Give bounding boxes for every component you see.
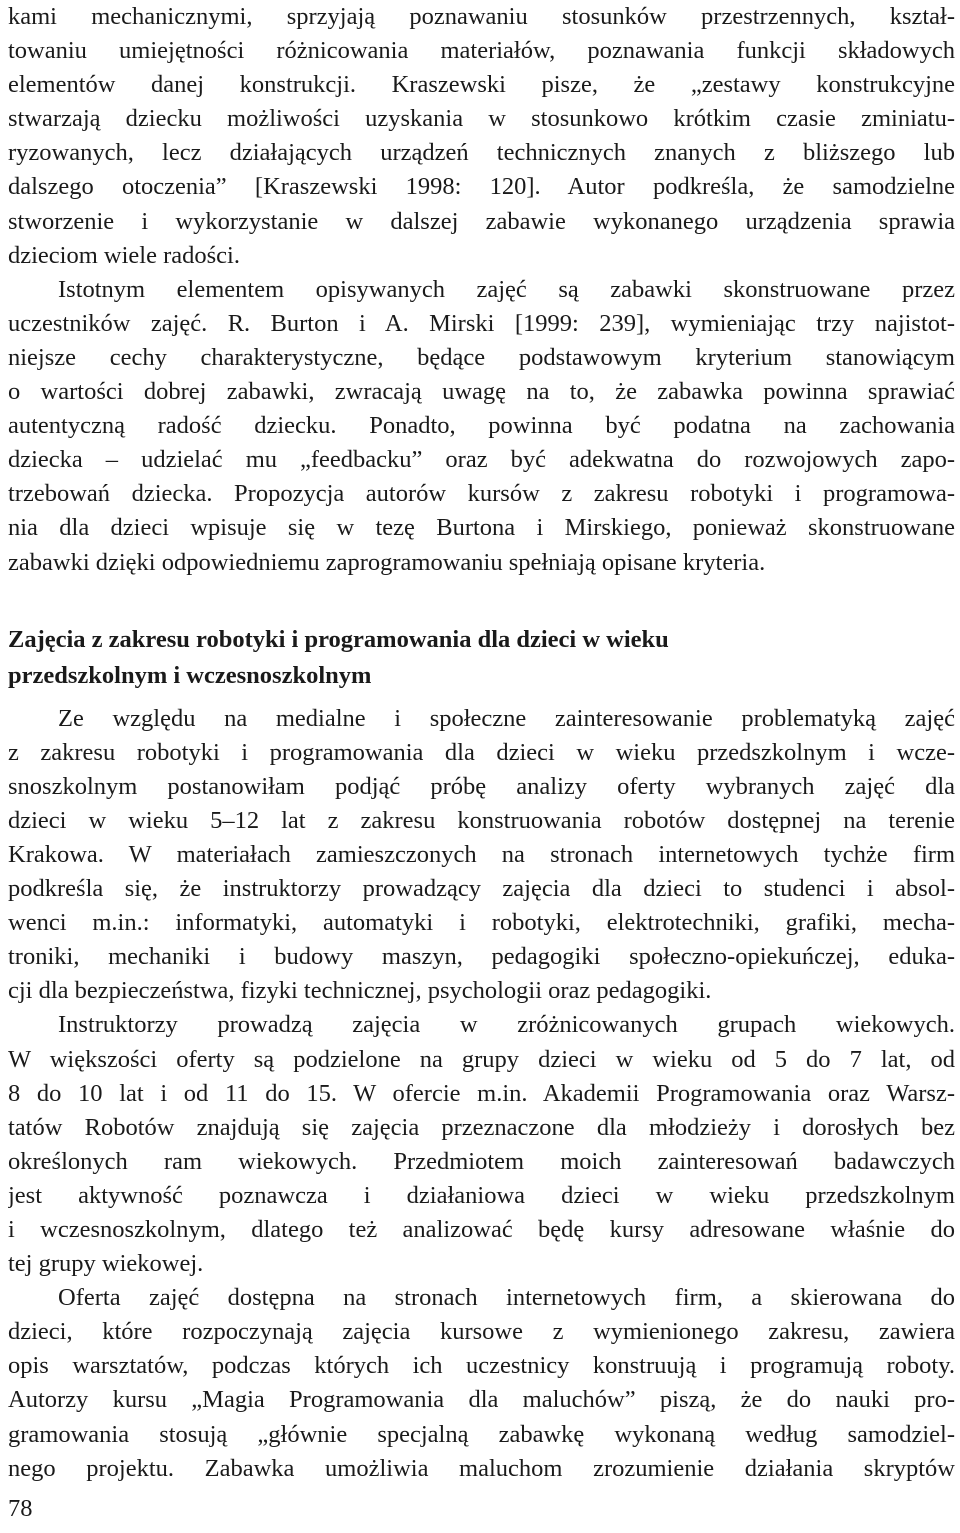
page-number: 78 [8, 1495, 33, 1522]
text-line: Krakowa. W materiałach zamieszczonych na stronach internetowych tychże firm [8, 840, 955, 868]
text-line: Autorzy kursu „Magia Programowania dla maluchów” piszą, że do nauki pro- [8, 1386, 955, 1414]
text-line: towaniu umiejętności różnicowania materiałów, poznawania funkcji składowych [8, 37, 955, 65]
text-line: autentyczną radość dziecku. Ponadto, powinna być podatna na zachowania [8, 412, 955, 440]
text-line: Istotnym elementem opisywanych zajęć są zabawki skonstruowane przez [58, 275, 955, 303]
text-line: Ze względu na medialne i społeczne zainteresowanie problematyką zajęć [58, 704, 955, 732]
text-line: i wczesnoszkolnym, dlatego też analizować będę kursy adresowane właśnie do [8, 1216, 955, 1243]
text-line: kami mechanicznymi, sprzyjają poznawaniu stosunków przestrzennych, kształ- [8, 3, 955, 30]
paragraph-offer [8, 1281, 955, 1486]
text-line: dziecka – udzielać mu „feedbacku” oraz być adekwatna do rozwojowych zapo- [8, 446, 955, 474]
heading-line: przedszkolnym i wczesnoszkolnym [8, 661, 372, 689]
heading-line: Zajęcia z zakresu robotyki i programowania dla dzieci w wieku [8, 625, 669, 653]
section-heading [8, 622, 955, 694]
text-line: dalszego otoczenia” [Kraszewski 1998: 120]. Autor podkreśla, że samodzielne [8, 173, 955, 201]
text-line: wenci m.in.: informatyki, automatyki i robotyki, elektrotechniki, grafiki, mecha- [8, 909, 955, 937]
page-body [8, 0, 955, 1486]
text-line: Oferta zajęć dostępna na stronach internetowych firm, a skierowana do [58, 1284, 955, 1312]
text-line: dzieci, które rozpoczynają zajęcia kursowe z wymienionego zakresu, zawiera [8, 1318, 955, 1346]
paragraph-continuation [8, 0, 955, 273]
spacer [8, 580, 955, 622]
text-line: stwarzają dziecku możliwości uzyskania w stosunkowo krótkim czasie zminiatu- [8, 105, 955, 133]
paragraph-analysis [8, 702, 955, 1009]
text-line: Instruktorzy prowadzą zajęcia w zróżnicowanych grupach wiekowych. [58, 1011, 955, 1039]
text-line: o wartości dobrej zabawki, zwracają uwagę na to, że zabawka powinna sprawiać [8, 378, 955, 406]
spacer [8, 694, 955, 702]
text-line: gramowania stosują „głównie specjalną zabawkę wykonaną według samodziel- [8, 1420, 955, 1448]
text-line: 8 do 10 lat i od 11 do 15. W ofercie m.in. Akademii Programowania oraz Warsz- [8, 1079, 955, 1107]
text-line: nego projektu. Zabawka umożliwia maluchom zrozumienie działania skryptów [8, 1454, 955, 1482]
paragraph-toys [8, 273, 955, 580]
text-line: określonych ram wiekowych. Przedmiotem moich zainteresowań badawczych [8, 1147, 955, 1175]
text-line: zabawki dzięki odpowiedniemu zaprogramowaniu spełniają opisane kryteria. [8, 548, 766, 576]
text-line: z zakresu robotyki i programowania dla dzieci w wieku przedszkolnym i wcze- [8, 738, 955, 766]
text-line: cji dla bezpieczeństwa, fizyki technicznej, psychologii oraz pedagogiki. [8, 977, 712, 1005]
text-line: tej grupy wiekowej. [8, 1250, 204, 1278]
text-line: podkreśla się, że instruktorzy prowadzący zajęcia dla dzieci to studenci i absol- [8, 875, 955, 903]
text-line: stworzenie i wykorzystanie w dalszej zabawie wykonanego urządzenia sprawia [8, 207, 955, 235]
text-line: W większości oferty są podzielone na grupy dzieci w wieku od 5 do 7 lat, od [8, 1045, 955, 1073]
text-line: nia dla dzieci wpisuje się w tezę Burtona i Mirskiego, ponieważ skonstruowane [8, 514, 955, 542]
text-line: dzieci w wieku 5–12 lat z zakresu konstruowania robotów dostępnej na terenie [8, 806, 955, 834]
text-line: niejsze cechy charakterystyczne, będące podstawowym kryterium stanowiącym [8, 343, 955, 371]
text-line: ryzowanych, lecz działających urządzeń technicznych znanych z bliższego lub [8, 139, 955, 167]
text-line: uczestników zajęć. R. Burton i A. Mirski [1999: 239], wymieniając trzy najistot- [8, 309, 955, 337]
paragraph-instructors [8, 1008, 955, 1281]
text-line: snoszkolnym postanowiłam podjąć próbę analizy oferty wybranych zajęć dla [8, 772, 955, 800]
text-line: tatów Robotów znajdują się zajęcia przeznaczone dla młodzieży i dorosłych bez [8, 1113, 955, 1141]
text-line: opis warsztatów, podczas których ich uczestnicy konstruują i programują roboty. [8, 1352, 955, 1380]
text-line: troniki, mechaniki i budowy maszyn, pedagogiki społeczno-opiekuńczej, eduka- [8, 943, 955, 971]
text-line: elementów danej konstrukcji. Kraszewski pisze, że „zestawy konstrukcyjne [8, 71, 955, 99]
text-line: trzebowań dziecka. Propozycja autorów kursów z zakresu robotyki i programowa- [8, 480, 955, 508]
text-line: jest aktywność poznawcza i działaniowa dzieci w wieku przedszkolnym [8, 1181, 955, 1209]
text-line: dzieciom wiele radości. [8, 241, 240, 269]
